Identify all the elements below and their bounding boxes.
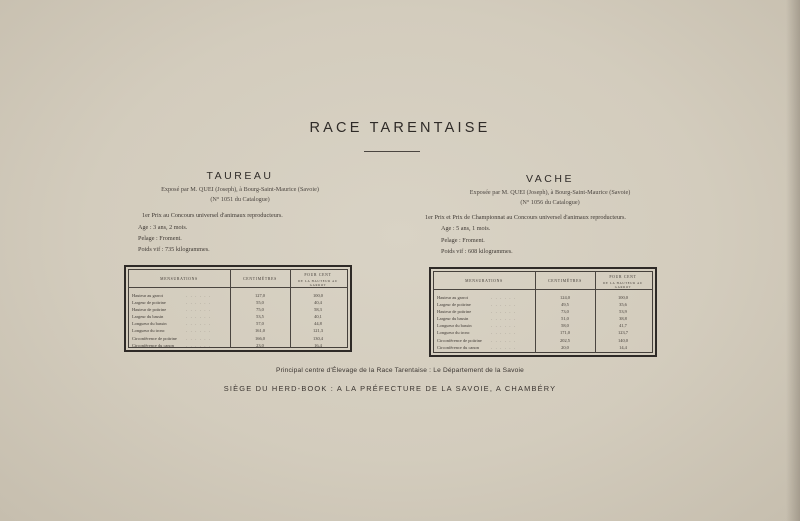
col-header-pour-cent: POUR CENT	[609, 275, 637, 279]
vache-exhibitor: Exposée par M. QUEI (Joseph), à Bourg-Saint-Maurice (Savoie)	[469, 189, 631, 196]
table-cell-pct: 53,9	[619, 309, 627, 315]
table-cell-cm: 51,0	[561, 316, 569, 322]
table-row-label: Longueur du bassin	[437, 323, 472, 329]
table-cell-cm: 75,0	[256, 307, 264, 313]
page-edge-shadow	[786, 0, 800, 521]
table-cell-pct: 130,4	[313, 335, 323, 341]
table-cell-pct: 121,3	[313, 328, 323, 334]
table-row-label: Largeur du bassin	[437, 316, 469, 322]
table-cell-cm: 20,0	[561, 344, 569, 350]
centimetres-column	[230, 292, 290, 349]
table-cell-cm: 171,0	[560, 330, 570, 336]
table-cell-pct: 40,4	[314, 300, 322, 306]
taureau-pelage: Pelage : Froment.	[138, 235, 182, 242]
table-cell-pct: 44,8	[314, 321, 322, 327]
table-cell-pct: 41,7	[619, 323, 627, 329]
page-title: RACE TARENTAISE	[309, 120, 491, 136]
centimetres-column	[535, 294, 595, 351]
table-cell-cm: 127,0	[255, 293, 265, 298]
vache-prize: 1er Prix et Prix de Championnat au Concours universel d'animaux reproducteurs.	[425, 214, 626, 221]
taureau-prize: 1er Prix au Concours universel d'animaux reproducteurs.	[142, 212, 283, 219]
title-rule	[364, 151, 420, 152]
table-row-label: Longueur du tronc	[437, 330, 470, 336]
header-divider	[433, 289, 653, 290]
table-cell-cm: 161,0	[255, 328, 265, 334]
table-cell-cm: 49,5	[561, 302, 569, 308]
vache-pelage: Pelage : Froment.	[441, 237, 485, 244]
table-cell-cm: 73,0	[561, 309, 569, 315]
taureau-poids: Poids vif : 735 kilogrammes.	[138, 246, 210, 253]
leader-dots: . . . . . . . . . . . . . . . . . . . . . . . . . . . . . . . . . . . . . . . . . . . . . . . .	[186, 293, 212, 348]
col-header-pour-cent-sub: DE LA HAUTEUR AU GARROT	[298, 279, 338, 287]
col-header-mensurations: MENSURATIONS	[465, 279, 503, 283]
table-row-label: Largeur de poitrine	[132, 300, 166, 306]
vache-measurements-table	[429, 267, 657, 357]
taureau-exhibitor: Exposé par M. QUEI (Joseph), à Bourg-Saint-Maurice (Savoie)	[161, 186, 319, 193]
table-cell-pct: 14,4	[619, 344, 627, 350]
taureau-age: Age : 3 ans, 2 mois.	[138, 224, 188, 231]
table-cell-pct: 123,7	[618, 330, 628, 336]
table-row-label: Largeur de poitrine	[437, 302, 471, 308]
table-cell-pct: 16,4	[314, 342, 322, 348]
footer-herd-book: SIÈGE DU HERD-BOOK : A LA PRÉFECTURE DE LA SAVOIE, A CHAMBÉRY	[223, 384, 557, 393]
header-divider	[128, 287, 348, 288]
table-row-label: Largeur du bassin	[132, 314, 164, 320]
table-row-label: Hauteur au garrot	[132, 293, 163, 298]
table-row-label: Hauteur de poitrine	[437, 309, 472, 315]
col-header-pour-cent: POUR CENT	[304, 273, 332, 277]
vache-poids: Poids vif : 608 kilogrammes.	[441, 248, 513, 255]
table-cell-pct: 58,3	[314, 307, 322, 313]
vache-age: Age : 5 ans, 1 mois.	[441, 225, 491, 232]
table-row-label: Longueur du tronc	[132, 328, 165, 334]
table-cell-cm: 53,5	[256, 314, 264, 320]
col-header-pour-cent-sub: DE LA HAUTEUR AU GARROT	[603, 281, 643, 289]
table-row-label: Longueur du bassin	[132, 321, 167, 327]
taureau-measurements-table	[124, 265, 352, 352]
table-cell-pct: 38,8	[619, 316, 627, 322]
table-cell-cm: 55,0	[256, 300, 264, 306]
table-row-label: Circonférence de poitrine	[132, 335, 177, 341]
table-row-label: Hauteur de poitrine	[132, 307, 167, 313]
vache-heading: VACHE	[526, 173, 574, 185]
taureau-section	[120, 170, 360, 205]
table-cell-cm: 57,0	[256, 321, 264, 327]
table-row-label: Circonférence du canon	[132, 342, 174, 348]
col-header-centimetres: CENTIMÈTRES	[243, 277, 277, 281]
row-labels	[132, 292, 177, 349]
table-row-label: Circonférence de poitrine	[437, 337, 482, 343]
table-cell-pct: 40,1	[314, 314, 322, 320]
table-cell-pct: 100,0	[618, 295, 628, 300]
table-cell-pct: 100,0	[313, 293, 323, 298]
taureau-heading: TAUREAU	[206, 170, 274, 182]
table-cell-cm: 166,0	[255, 335, 265, 341]
table-cell-cm: 58,0	[561, 323, 569, 329]
percent-column	[595, 294, 651, 351]
vache-section	[425, 173, 675, 208]
table-cell-cm: 23,0	[256, 342, 264, 348]
row-labels	[437, 294, 482, 351]
taureau-catalogue: (N° 1051 du Catalogue)	[210, 196, 270, 203]
col-header-centimetres: CENTIMÈTRES	[548, 279, 582, 283]
table-row-label: Circonférence du canon	[437, 344, 479, 350]
table-cell-cm: 124,0	[560, 295, 570, 300]
percent-column	[290, 292, 346, 349]
col-header-mensurations: MENSURATIONS	[160, 277, 198, 281]
table-cell-pct: 35,6	[619, 302, 627, 308]
table-cell-cm: 202,5	[560, 337, 570, 343]
table-row-label: Hauteur au garrot	[437, 295, 468, 300]
footer-breeding-centre: Principal centre d'Élevage de la Race Tarentaise : Le Département de la Savoie	[275, 367, 525, 374]
vache-catalogue: (N° 1056 du Catalogue)	[520, 199, 580, 206]
table-cell-pct: 140,0	[618, 337, 628, 343]
leader-dots: . . . . . . . . . . . . . . . . . . . . . . . . . . . . . . . . . . . . . . . . . . . . . . . .	[491, 295, 517, 350]
